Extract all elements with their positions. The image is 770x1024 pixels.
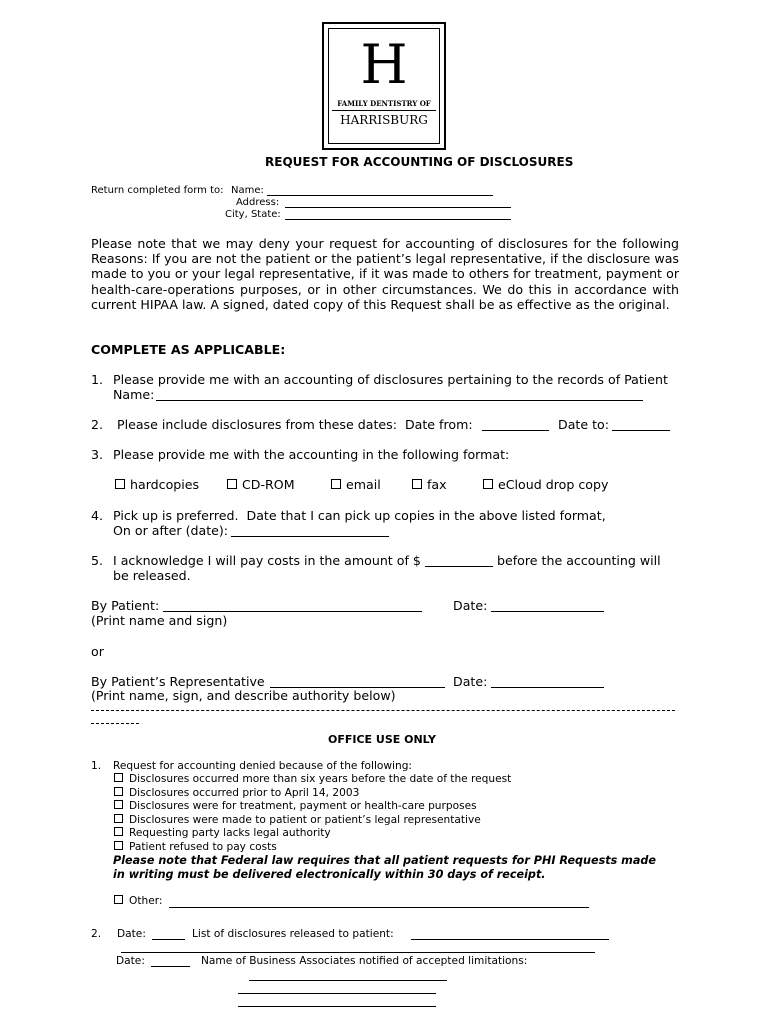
office-item-1-number: 1.: [91, 760, 102, 772]
checkbox-icon[interactable]: [114, 895, 123, 904]
date-from-field[interactable]: [482, 430, 549, 431]
notice-paragraph: Please note that we may deny your request for accounting of disclosures for the following Reasons: If you are not the patient or the patient’s legal representative, if the disclosure was made to you or your legal representative, if it was made to others for treatment, payment or health-care-operations purposes, or in other circumstances. We do this in accordance with current HIPAA law. A signed, dated copy of this Request shall be as effective as the original.: [91, 236, 679, 312]
office-item-2-number: 2.: [91, 928, 102, 940]
checkbox-icon[interactable]: [115, 479, 125, 489]
item-5-text-line-2: be released.: [113, 568, 191, 583]
released-list-field-line-2[interactable]: [121, 952, 595, 953]
business-associate-field-1[interactable]: [249, 980, 447, 981]
logo-letter: H: [360, 33, 408, 96]
item-4-text: Pick up is preferred. Date that I can pick up copies in the above listed format,: [113, 508, 606, 523]
item-2-number: 2.: [91, 417, 104, 432]
federal-notice-line-2: in writing must be delivered electronically within 30 days of receipt.: [113, 868, 546, 881]
released-date-field[interactable]: [152, 939, 185, 940]
format-option-ecloud[interactable]: eCloud drop copy: [483, 477, 608, 492]
checkbox-icon[interactable]: [114, 814, 123, 823]
logo-line-2: HARRISBURG: [340, 113, 428, 127]
released-list-field[interactable]: [411, 939, 609, 940]
denial-reason-1[interactable]: Disclosures occurred more than six years before the date of the request: [114, 773, 511, 785]
office-use-heading: OFFICE USE ONLY: [328, 733, 436, 746]
or-separator: or: [91, 644, 104, 659]
item-4-date-label: On or after (date):: [113, 523, 229, 538]
checkbox-icon[interactable]: [114, 787, 123, 796]
return-address-field[interactable]: [285, 207, 511, 208]
item-3-number: 3.: [91, 447, 104, 462]
cost-amount-field[interactable]: [425, 566, 493, 567]
denial-reason-other[interactable]: Other:: [114, 895, 162, 907]
return-city-label: City, State:: [225, 209, 281, 220]
item-3-text: Please provide me with the accounting in the following format:: [113, 447, 510, 462]
representative-date-label: Date:: [453, 674, 488, 689]
cut-line-continuation: [91, 723, 139, 724]
form-title: REQUEST FOR ACCOUNTING OF DISCLOSURES: [265, 155, 574, 169]
patient-signature-label: By Patient:: [91, 598, 160, 613]
patient-signature-note: (Print name and sign): [91, 613, 228, 628]
return-name-field[interactable]: [267, 195, 493, 196]
format-option-cd-rom[interactable]: CD-ROM: [227, 477, 295, 492]
checkbox-icon[interactable]: [331, 479, 341, 489]
office-item-2-date-label: Date:: [117, 928, 146, 940]
item-5-number: 5.: [91, 553, 104, 568]
office-item-3-text: Name of Business Associates notified of accepted limitations:: [201, 955, 528, 967]
return-intro: Return completed form to:: [91, 185, 224, 196]
checkbox-icon[interactable]: [227, 479, 237, 489]
item-1-name-label: Name:: [113, 387, 155, 402]
checkbox-icon[interactable]: [483, 479, 493, 489]
checkbox-icon[interactable]: [114, 827, 123, 836]
item-5-text-cont: before the accounting will: [497, 553, 661, 568]
denial-reason-6[interactable]: Patient refused to pay costs: [114, 841, 277, 853]
office-item-2-list-label: List of disclosures released to patient:: [192, 928, 394, 940]
item-2-text: Please include disclosures from these dates: Date from:: [117, 417, 473, 432]
patient-date-label: Date:: [453, 598, 488, 613]
section-heading: COMPLETE AS APPLICABLE:: [91, 342, 286, 357]
return-name-label: Name:: [231, 185, 264, 196]
item-1-text: Please provide me with an accounting of disclosures pertaining to the records of Patient: [113, 372, 668, 387]
pickup-date-field[interactable]: [231, 536, 389, 537]
denial-reason-3[interactable]: Disclosures were for treatment, payment or health-care purposes: [114, 800, 477, 812]
representative-signature-label: By Patient’s Representative: [91, 674, 265, 689]
return-city-field[interactable]: [285, 219, 511, 220]
format-option-email[interactable]: email: [331, 477, 381, 492]
patient-signature-field[interactable]: [163, 611, 422, 612]
representative-signature-note: (Print name, sign, and describe authority below): [91, 688, 396, 703]
denial-reason-4[interactable]: Disclosures were made to patient or patient’s legal representative: [114, 814, 481, 826]
notified-date-field[interactable]: [151, 966, 190, 967]
return-address-label: Address:: [236, 197, 280, 208]
business-associate-field-2[interactable]: [238, 993, 436, 994]
item-1-number: 1.: [91, 372, 104, 387]
date-to-field[interactable]: [612, 430, 670, 431]
practice-logo: [322, 22, 446, 150]
checkbox-icon[interactable]: [114, 800, 123, 809]
checkbox-icon[interactable]: [114, 841, 123, 850]
other-reason-field[interactable]: [169, 907, 589, 908]
item-2-date-to-label: Date to:: [558, 417, 609, 432]
item-4-number: 4.: [91, 508, 104, 523]
patient-name-field[interactable]: [156, 400, 643, 401]
business-associate-field-3[interactable]: [238, 1006, 436, 1007]
format-option-fax[interactable]: fax: [412, 477, 447, 492]
patient-date-field[interactable]: [491, 611, 604, 612]
federal-notice-line-1: Please note that Federal law requires that all patient requests for PHI Requests made: [113, 854, 656, 867]
representative-date-field[interactable]: [491, 687, 604, 688]
checkbox-icon[interactable]: [412, 479, 422, 489]
item-5-text: I acknowledge I will pay costs in the amount of $: [113, 553, 421, 568]
cut-line: [91, 710, 675, 711]
denial-reason-5[interactable]: Requesting party lacks legal authority: [114, 827, 331, 839]
office-item-1-text: Request for accounting denied because of the following:: [113, 760, 412, 772]
logo-line-1: FAMILY DENTISTRY OF: [337, 99, 431, 108]
denial-reason-2[interactable]: Disclosures occurred prior to April 14, 2003: [114, 787, 359, 799]
logo-divider: [332, 110, 436, 111]
checkbox-icon[interactable]: [114, 773, 123, 782]
format-option-hardcopies[interactable]: hardcopies: [115, 477, 199, 492]
office-item-3-date-label: Date:: [116, 955, 145, 967]
